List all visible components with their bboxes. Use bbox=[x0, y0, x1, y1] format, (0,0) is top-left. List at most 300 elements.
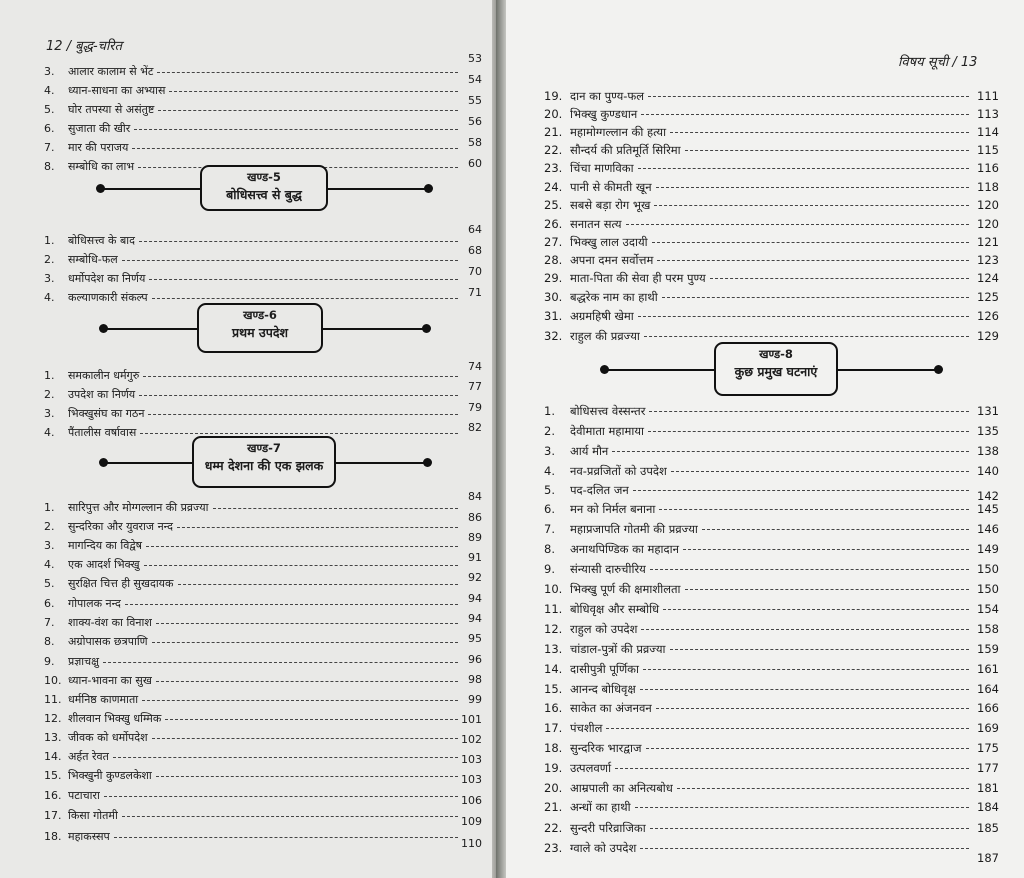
toc-entry-page: 140 bbox=[977, 464, 999, 478]
toc-entry-number: 5. bbox=[544, 483, 555, 497]
toc-entry[interactable] bbox=[0, 551, 492, 575]
toc-leader-dots bbox=[640, 848, 969, 849]
toc-entry-title: एक आदर्श भिक्खु bbox=[68, 558, 140, 571]
toc-entry-number: 8. bbox=[544, 542, 555, 556]
toc-entry-page: 125 bbox=[977, 290, 999, 304]
toc-leader-dots bbox=[142, 700, 458, 701]
toc-leader-dots bbox=[657, 260, 969, 261]
toc-entry-title: उत्पलवर्णा bbox=[570, 761, 612, 775]
toc-entry[interactable] bbox=[506, 639, 1024, 659]
toc-entry-number: 19. bbox=[544, 89, 563, 103]
toc-entry-page: 146 bbox=[977, 522, 999, 536]
toc-entry-page: 184 bbox=[977, 800, 999, 814]
right-page bbox=[506, 0, 1024, 878]
toc-leader-dots bbox=[643, 669, 969, 670]
toc-entry[interactable] bbox=[506, 738, 1024, 758]
toc-entry-page: 94 bbox=[468, 592, 482, 605]
toc-entry-page: 101 bbox=[461, 713, 482, 726]
toc-entry[interactable] bbox=[506, 122, 1024, 142]
toc-entry-page: 92 bbox=[468, 571, 482, 584]
toc-leader-dots bbox=[638, 168, 969, 169]
toc-entry[interactable] bbox=[0, 73, 492, 101]
toc-entry[interactable] bbox=[506, 158, 1024, 178]
toc-entry-number: 7. bbox=[544, 522, 555, 536]
toc-entry-number: 1. bbox=[44, 369, 55, 382]
toc-entry[interactable] bbox=[0, 766, 492, 786]
section-heading bbox=[0, 436, 492, 488]
toc-entry[interactable] bbox=[0, 594, 492, 614]
section-title: प्रथम उपदेश bbox=[231, 325, 288, 340]
toc-leader-dots bbox=[648, 431, 969, 432]
toc-leader-dots bbox=[635, 807, 969, 808]
toc-entry[interactable] bbox=[506, 287, 1024, 307]
toc-entry[interactable] bbox=[0, 360, 492, 386]
toc-entry[interactable] bbox=[0, 652, 492, 672]
toc-entry[interactable] bbox=[506, 599, 1024, 619]
section-rule-dot bbox=[422, 324, 431, 333]
toc-leader-dots bbox=[671, 471, 969, 472]
toc-entry-number: 4. bbox=[544, 464, 555, 478]
toc-entry-number: 10. bbox=[544, 582, 563, 596]
toc-entry-page: 129 bbox=[977, 329, 999, 343]
toc-leader-dots bbox=[144, 565, 458, 566]
toc-entry-page: 164 bbox=[977, 682, 999, 696]
toc-entry-number: 15. bbox=[544, 682, 563, 696]
toc-entry[interactable] bbox=[506, 86, 1024, 106]
toc-entry-number: 29. bbox=[544, 271, 563, 285]
toc-entry[interactable] bbox=[506, 250, 1024, 270]
toc-entry-page: 94 bbox=[468, 612, 482, 625]
toc-entry-title: सुरक्षित चित्त ही सुखदायक bbox=[68, 577, 174, 590]
toc-entry-number: 19. bbox=[544, 761, 563, 775]
toc-entry[interactable] bbox=[506, 232, 1024, 252]
toc-entry-number: 25. bbox=[544, 198, 563, 212]
toc-leader-dots bbox=[156, 776, 458, 777]
toc-entry-title: समकालीन धर्मगुरु bbox=[68, 369, 140, 382]
toc-entry-title: महाप्रजापति गोतमी की प्रव्रज्या bbox=[570, 522, 698, 536]
toc-entry-number: 23. bbox=[544, 161, 563, 175]
toc-entry[interactable] bbox=[0, 380, 492, 405]
toc-leader-dots bbox=[104, 796, 458, 797]
section-rule-dot bbox=[600, 365, 609, 374]
toc-entry-title: घोर तपस्या से असंतुष्ट bbox=[68, 103, 155, 116]
toc-entry[interactable] bbox=[506, 718, 1024, 738]
toc-entry-number: 1. bbox=[44, 234, 55, 247]
toc-entry-number: 5. bbox=[44, 577, 55, 590]
toc-entry-number: 7. bbox=[44, 141, 55, 154]
toc-entry-number: 2. bbox=[544, 424, 555, 438]
toc-entry-number: 12. bbox=[44, 712, 62, 725]
toc-entry-title: अनाथपिण्डिक का महादान bbox=[570, 542, 679, 556]
toc-entry-page: 123 bbox=[977, 253, 999, 267]
toc-entry-page: 103 bbox=[461, 773, 482, 786]
toc-entry[interactable] bbox=[0, 786, 492, 806]
section-title: बोधिसत्त्व से बुद्ध bbox=[226, 187, 302, 202]
toc-entry-page: 86 bbox=[468, 511, 482, 524]
toc-entry-title: भिक्खुनी कुण्डलकेशा bbox=[68, 769, 152, 782]
toc-entry-title: पटाचारा bbox=[68, 789, 100, 802]
toc-entry[interactable] bbox=[506, 818, 1024, 838]
toc-entry-page: 55 bbox=[468, 94, 482, 107]
toc-entry-number: 5. bbox=[44, 103, 55, 116]
toc-entry-number: 9. bbox=[544, 562, 555, 576]
toc-leader-dots bbox=[113, 757, 458, 758]
toc-leader-dots bbox=[670, 132, 969, 133]
toc-entry-page: 185 bbox=[977, 821, 999, 835]
toc-entry-title: धर्मनिष्ठ काणमाता bbox=[68, 693, 139, 706]
toc-entry-number: 4. bbox=[44, 426, 55, 439]
toc-entry-title: प्रज्ञाचक्षु bbox=[68, 655, 100, 668]
toc-leader-dots bbox=[648, 96, 969, 97]
toc-entry[interactable] bbox=[0, 94, 492, 120]
toc-entry-page: 54 bbox=[468, 73, 482, 86]
toc-entry-title: पद-दलित जन bbox=[570, 483, 629, 497]
toc-entry[interactable] bbox=[0, 827, 492, 850]
toc-entry-title: सम्बोधि-फल bbox=[68, 253, 118, 266]
toc-leader-dots bbox=[152, 738, 458, 739]
toc-entry[interactable] bbox=[0, 728, 492, 748]
toc-entry[interactable] bbox=[0, 265, 492, 289]
toc-entry[interactable] bbox=[0, 223, 492, 251]
toc-entry-page: 126 bbox=[977, 309, 999, 323]
toc-leader-dots bbox=[626, 224, 969, 225]
toc-entry-title: शाक्य-वंश का विनाश bbox=[68, 616, 152, 629]
toc-entry[interactable] bbox=[506, 104, 1024, 124]
toc-entry-number: 3. bbox=[544, 444, 555, 458]
toc-entry-title: ध्यान-भावना का सुख bbox=[68, 674, 152, 687]
toc-leader-dots bbox=[125, 604, 458, 605]
toc-entry[interactable] bbox=[506, 268, 1024, 288]
section-heading-box bbox=[714, 342, 838, 396]
section-title: धम्म देशना की एक झलक bbox=[204, 458, 324, 473]
toc-leader-dots bbox=[646, 748, 969, 749]
toc-entry-title: मार की पराजय bbox=[68, 141, 129, 154]
toc-entry-number: 7. bbox=[44, 616, 55, 629]
section-heading bbox=[0, 303, 492, 353]
toc-entry-number: 27. bbox=[544, 235, 563, 249]
toc-entry[interactable] bbox=[506, 778, 1024, 798]
toc-entry-number: 20. bbox=[544, 107, 563, 121]
toc-entry[interactable] bbox=[506, 679, 1024, 699]
toc-entry-page: 158 bbox=[977, 622, 999, 636]
toc-entry[interactable] bbox=[0, 52, 492, 82]
toc-entry-title: देवीमाता महामाया bbox=[570, 424, 644, 438]
toc-entry[interactable] bbox=[0, 401, 492, 424]
toc-leader-dots bbox=[156, 623, 458, 624]
toc-entry-title: साकेत का अंजनवन bbox=[570, 701, 652, 715]
toc-entry-number: 2. bbox=[44, 253, 55, 266]
toc-entry-title: बोधिसत्त्व के बाद bbox=[68, 234, 135, 247]
toc-entry-number: 4. bbox=[44, 291, 55, 304]
toc-entry-title: पंचशील bbox=[570, 721, 603, 735]
toc-entry-title: आर्य मौन bbox=[570, 444, 609, 458]
toc-entry-number: 9. bbox=[44, 655, 55, 668]
toc-entry-page: 98 bbox=[468, 673, 482, 686]
toc-entry-number: 2. bbox=[44, 520, 55, 533]
toc-entry-page: 175 bbox=[977, 741, 999, 755]
toc-leader-dots bbox=[633, 490, 969, 491]
toc-entry[interactable] bbox=[506, 214, 1024, 234]
toc-entry-number: 20. bbox=[544, 781, 563, 795]
section-rule-dot bbox=[423, 458, 432, 467]
toc-entry-page: 116 bbox=[977, 161, 999, 175]
toc-entry[interactable] bbox=[0, 613, 492, 633]
toc-leader-dots bbox=[169, 91, 458, 92]
toc-entry[interactable] bbox=[0, 490, 492, 518]
toc-entry-title: अन्धों का हाथी bbox=[570, 800, 631, 814]
toc-leader-dots bbox=[650, 828, 969, 829]
toc-entry-number: 21. bbox=[544, 125, 563, 139]
toc-leader-dots bbox=[178, 584, 458, 585]
toc-entry-title: महामोग्गल्लान की हत्या bbox=[570, 125, 667, 139]
toc-entry[interactable] bbox=[506, 421, 1024, 441]
toc-entry-page: 74 bbox=[468, 360, 482, 373]
toc-entry-number: 17. bbox=[544, 721, 563, 735]
toc-entry[interactable] bbox=[506, 539, 1024, 559]
toc-entry-number: 2. bbox=[44, 388, 55, 401]
toc-entry-number: 14. bbox=[44, 750, 62, 763]
section-label: खण्ड-7 bbox=[247, 441, 281, 455]
toc-entry-page: 84 bbox=[468, 490, 482, 503]
section-label: खण्ड-8 bbox=[759, 347, 793, 361]
toc-entry[interactable] bbox=[506, 499, 1024, 519]
toc-entry-title: धर्मोपदेश का निर्णय bbox=[68, 272, 146, 285]
toc-entry-title: अर्हत रेवत bbox=[68, 750, 109, 763]
toc-leader-dots bbox=[139, 241, 458, 242]
toc-entry-title: बोधिवृक्ष और सम्बोधि bbox=[570, 602, 660, 616]
toc-entry-page: 120 bbox=[977, 198, 999, 212]
toc-entry-page: 82 bbox=[468, 421, 482, 434]
toc-entry-title: आम्रपाली का अनित्यबोध bbox=[570, 781, 673, 795]
section-label: खण्ड-5 bbox=[247, 170, 281, 184]
toc-entry[interactable] bbox=[0, 671, 492, 691]
toc-entry-number: 23. bbox=[544, 841, 563, 855]
toc-entry-number: 21. bbox=[544, 800, 563, 814]
toc-entry-page: 142 bbox=[977, 489, 999, 503]
toc-leader-dots bbox=[710, 278, 969, 279]
toc-leader-dots bbox=[140, 433, 458, 434]
toc-entry[interactable] bbox=[506, 619, 1024, 639]
toc-leader-dots bbox=[640, 689, 969, 690]
toc-entry-number: 12. bbox=[544, 622, 563, 636]
toc-entry-title: जीवक को धर्मोपदेश bbox=[68, 731, 148, 744]
toc-entry-title: ध्यान-साधना का अभ्यास bbox=[68, 84, 166, 97]
section-rule-dot bbox=[934, 365, 943, 374]
toc-entry[interactable] bbox=[506, 140, 1024, 160]
toc-entry[interactable] bbox=[506, 519, 1024, 539]
toc-leader-dots bbox=[644, 336, 969, 337]
toc-entry-page: 114 bbox=[977, 125, 999, 139]
toc-entry-page: 91 bbox=[468, 551, 482, 564]
left-page bbox=[0, 0, 492, 878]
toc-entry-number: 8. bbox=[44, 160, 55, 173]
toc-entry-title: राहुल को उपदेश bbox=[570, 622, 638, 636]
toc-entry-title: बोधिसत्त्व वेस्सन्तर bbox=[570, 404, 646, 418]
toc-entry-title: ग्वाले को उपदेश bbox=[570, 841, 637, 855]
left-page-header: 12 / बुद्ध-चरित bbox=[46, 39, 123, 54]
toc-entry-page: 106 bbox=[461, 794, 482, 807]
toc-entry-page: 109 bbox=[461, 815, 482, 828]
toc-entry[interactable] bbox=[0, 747, 492, 767]
toc-entry-page: 154 bbox=[977, 602, 999, 616]
toc-entry[interactable] bbox=[506, 797, 1024, 817]
toc-entry[interactable] bbox=[506, 559, 1024, 579]
toc-entry[interactable] bbox=[0, 244, 492, 270]
toc-entry-number: 31. bbox=[544, 309, 563, 323]
toc-entry-number: 16. bbox=[544, 701, 563, 715]
toc-entry[interactable] bbox=[0, 138, 492, 158]
toc-entry[interactable] bbox=[0, 115, 492, 139]
toc-entry-number: 4. bbox=[44, 84, 55, 97]
toc-entry-title: अग्रमहिषी खेमा bbox=[570, 309, 634, 323]
toc-leader-dots bbox=[654, 205, 969, 206]
toc-entry[interactable] bbox=[506, 195, 1024, 215]
toc-entry-title: नव-प्रव्रजितों को उपदेश bbox=[570, 464, 667, 478]
toc-entry-title: चांडाल-पुत्रों की प्रव्रज्या bbox=[570, 642, 666, 656]
toc-entry[interactable] bbox=[0, 632, 492, 652]
toc-leader-dots bbox=[158, 110, 458, 111]
toc-entry-title: दान का पुण्य-फल bbox=[570, 89, 645, 103]
toc-entry-number: 24. bbox=[544, 180, 563, 194]
toc-leader-dots bbox=[663, 609, 969, 610]
toc-entry-title: आलार कालाम से भेंट bbox=[68, 65, 154, 78]
toc-leader-dots bbox=[662, 297, 969, 298]
toc-entry[interactable] bbox=[0, 709, 492, 729]
toc-entry-page: 96 bbox=[468, 653, 482, 666]
toc-leader-dots bbox=[122, 816, 458, 817]
toc-entry-title: भिक्खु कुण्डधान bbox=[570, 107, 638, 121]
toc-entry-number: 6. bbox=[44, 597, 55, 610]
toc-entry-page: 68 bbox=[468, 244, 482, 257]
toc-entry-title: गोपालक नन्द bbox=[68, 597, 121, 610]
toc-entry-title: कल्याणकारी संकल्प bbox=[68, 291, 148, 304]
toc-entry-number: 1. bbox=[44, 501, 55, 514]
toc-entry-title: शीलवान भिक्खु धम्मिक bbox=[68, 712, 162, 725]
toc-entry-title: सुन्दरिक भारद्वाज bbox=[570, 741, 642, 755]
toc-entry-number: 18. bbox=[544, 741, 563, 755]
toc-entry-page: 121 bbox=[977, 235, 999, 249]
toc-leader-dots bbox=[146, 546, 458, 547]
toc-entry-number: 28. bbox=[544, 253, 563, 267]
toc-entry-page: 99 bbox=[468, 693, 482, 706]
toc-entry-number: 11. bbox=[44, 693, 62, 706]
toc-entry-title: संन्यासी दारुचीरिय bbox=[570, 562, 646, 576]
toc-leader-dots bbox=[656, 187, 969, 188]
toc-entry-page: 149 bbox=[977, 542, 999, 556]
toc-leader-dots bbox=[213, 508, 458, 509]
toc-leader-dots bbox=[148, 414, 458, 415]
toc-leader-dots bbox=[165, 719, 458, 720]
toc-entry-page: 71 bbox=[468, 286, 482, 299]
toc-entry-number: 22. bbox=[544, 821, 563, 835]
toc-entry-title: बद्धरेक नाम का हाथी bbox=[570, 290, 658, 304]
toc-entry-title: सनातन सत्य bbox=[570, 217, 622, 231]
toc-entry-number: 32. bbox=[544, 329, 563, 343]
toc-leader-dots bbox=[656, 708, 969, 709]
toc-entry-number: 1. bbox=[544, 404, 555, 418]
toc-entry[interactable] bbox=[506, 480, 1024, 503]
toc-entry-page: 89 bbox=[468, 531, 482, 544]
toc-entry[interactable] bbox=[0, 571, 492, 594]
toc-entry[interactable] bbox=[506, 579, 1024, 599]
toc-entry-page: 103 bbox=[461, 753, 482, 766]
toc-entry[interactable] bbox=[506, 401, 1024, 421]
toc-entry-page: 161 bbox=[977, 662, 999, 676]
toc-entry-number: 15. bbox=[44, 769, 62, 782]
toc-entry-page: 166 bbox=[977, 701, 999, 715]
toc-entry-page: 60 bbox=[468, 157, 482, 170]
toc-entry[interactable] bbox=[506, 698, 1024, 718]
toc-entry[interactable] bbox=[506, 461, 1024, 481]
toc-entry-title: दासीपुत्री पूर्णिका bbox=[570, 662, 639, 676]
toc-entry-page: 150 bbox=[977, 562, 999, 576]
toc-entry-number: 6. bbox=[544, 502, 555, 516]
toc-entry[interactable] bbox=[0, 511, 492, 537]
toc-entry-number: 10. bbox=[44, 674, 62, 687]
section-heading bbox=[0, 165, 492, 211]
toc-entry-number: 3. bbox=[44, 407, 55, 420]
toc-entry[interactable] bbox=[506, 177, 1024, 197]
toc-entry[interactable] bbox=[506, 306, 1024, 326]
toc-entry-page: 70 bbox=[468, 265, 482, 278]
toc-entry[interactable] bbox=[0, 690, 492, 710]
toc-leader-dots bbox=[685, 150, 969, 151]
toc-entry-page: 145 bbox=[977, 502, 999, 516]
toc-entry-title: किसा गोतमी bbox=[68, 809, 118, 822]
toc-entry[interactable] bbox=[0, 531, 492, 556]
section-rule-dot bbox=[424, 184, 433, 193]
toc-leader-dots bbox=[659, 509, 969, 510]
toc-entry-title: मागन्दिय का विद्वेष bbox=[68, 539, 143, 552]
section-heading bbox=[506, 342, 1024, 396]
toc-entry-title: मन को निर्मल बनाना bbox=[570, 502, 656, 516]
toc-leader-dots bbox=[685, 589, 969, 590]
toc-entry-page: 95 bbox=[468, 632, 482, 645]
toc-leader-dots bbox=[152, 642, 458, 643]
toc-entry[interactable] bbox=[506, 441, 1024, 461]
toc-leader-dots bbox=[177, 527, 458, 528]
toc-entry[interactable] bbox=[506, 758, 1024, 778]
toc-entry-page: 181 bbox=[977, 781, 999, 795]
toc-leader-dots bbox=[615, 768, 969, 769]
toc-entry-page: 77 bbox=[468, 380, 482, 393]
toc-entry-title: अपना दमन सर्वोत्तम bbox=[570, 253, 654, 267]
toc-leader-dots bbox=[156, 681, 458, 682]
toc-entry-page: 159 bbox=[977, 642, 999, 656]
toc-leader-dots bbox=[157, 72, 458, 73]
section-rule-dot bbox=[99, 458, 108, 467]
toc-entry-title: सारिपुत्त और मोग्गल्लान की प्रव्रज्या bbox=[68, 501, 209, 514]
toc-entry-page: 56 bbox=[468, 115, 482, 128]
toc-entry-title: पानी से कीमती खून bbox=[570, 180, 652, 194]
toc-entry[interactable] bbox=[506, 838, 1024, 865]
toc-entry-number: 13. bbox=[44, 731, 62, 744]
toc-leader-dots bbox=[612, 451, 969, 452]
toc-entry-number: 13. bbox=[544, 642, 563, 656]
toc-entry-page: 135 bbox=[977, 424, 999, 438]
toc-entry-number: 16. bbox=[44, 789, 62, 802]
toc-entry[interactable] bbox=[0, 806, 492, 826]
toc-entry-title: आनन्द बोधिवृक्ष bbox=[570, 682, 636, 696]
toc-leader-dots bbox=[650, 569, 969, 570]
toc-entry-number: 11. bbox=[544, 602, 563, 616]
right-page-header: विषय सूची / 13 bbox=[898, 55, 978, 70]
toc-entry-title: महाकस्सप bbox=[68, 830, 110, 843]
toc-leader-dots bbox=[638, 316, 969, 317]
toc-entry[interactable] bbox=[506, 659, 1024, 679]
toc-leader-dots bbox=[132, 148, 458, 149]
toc-leader-dots bbox=[683, 549, 969, 550]
